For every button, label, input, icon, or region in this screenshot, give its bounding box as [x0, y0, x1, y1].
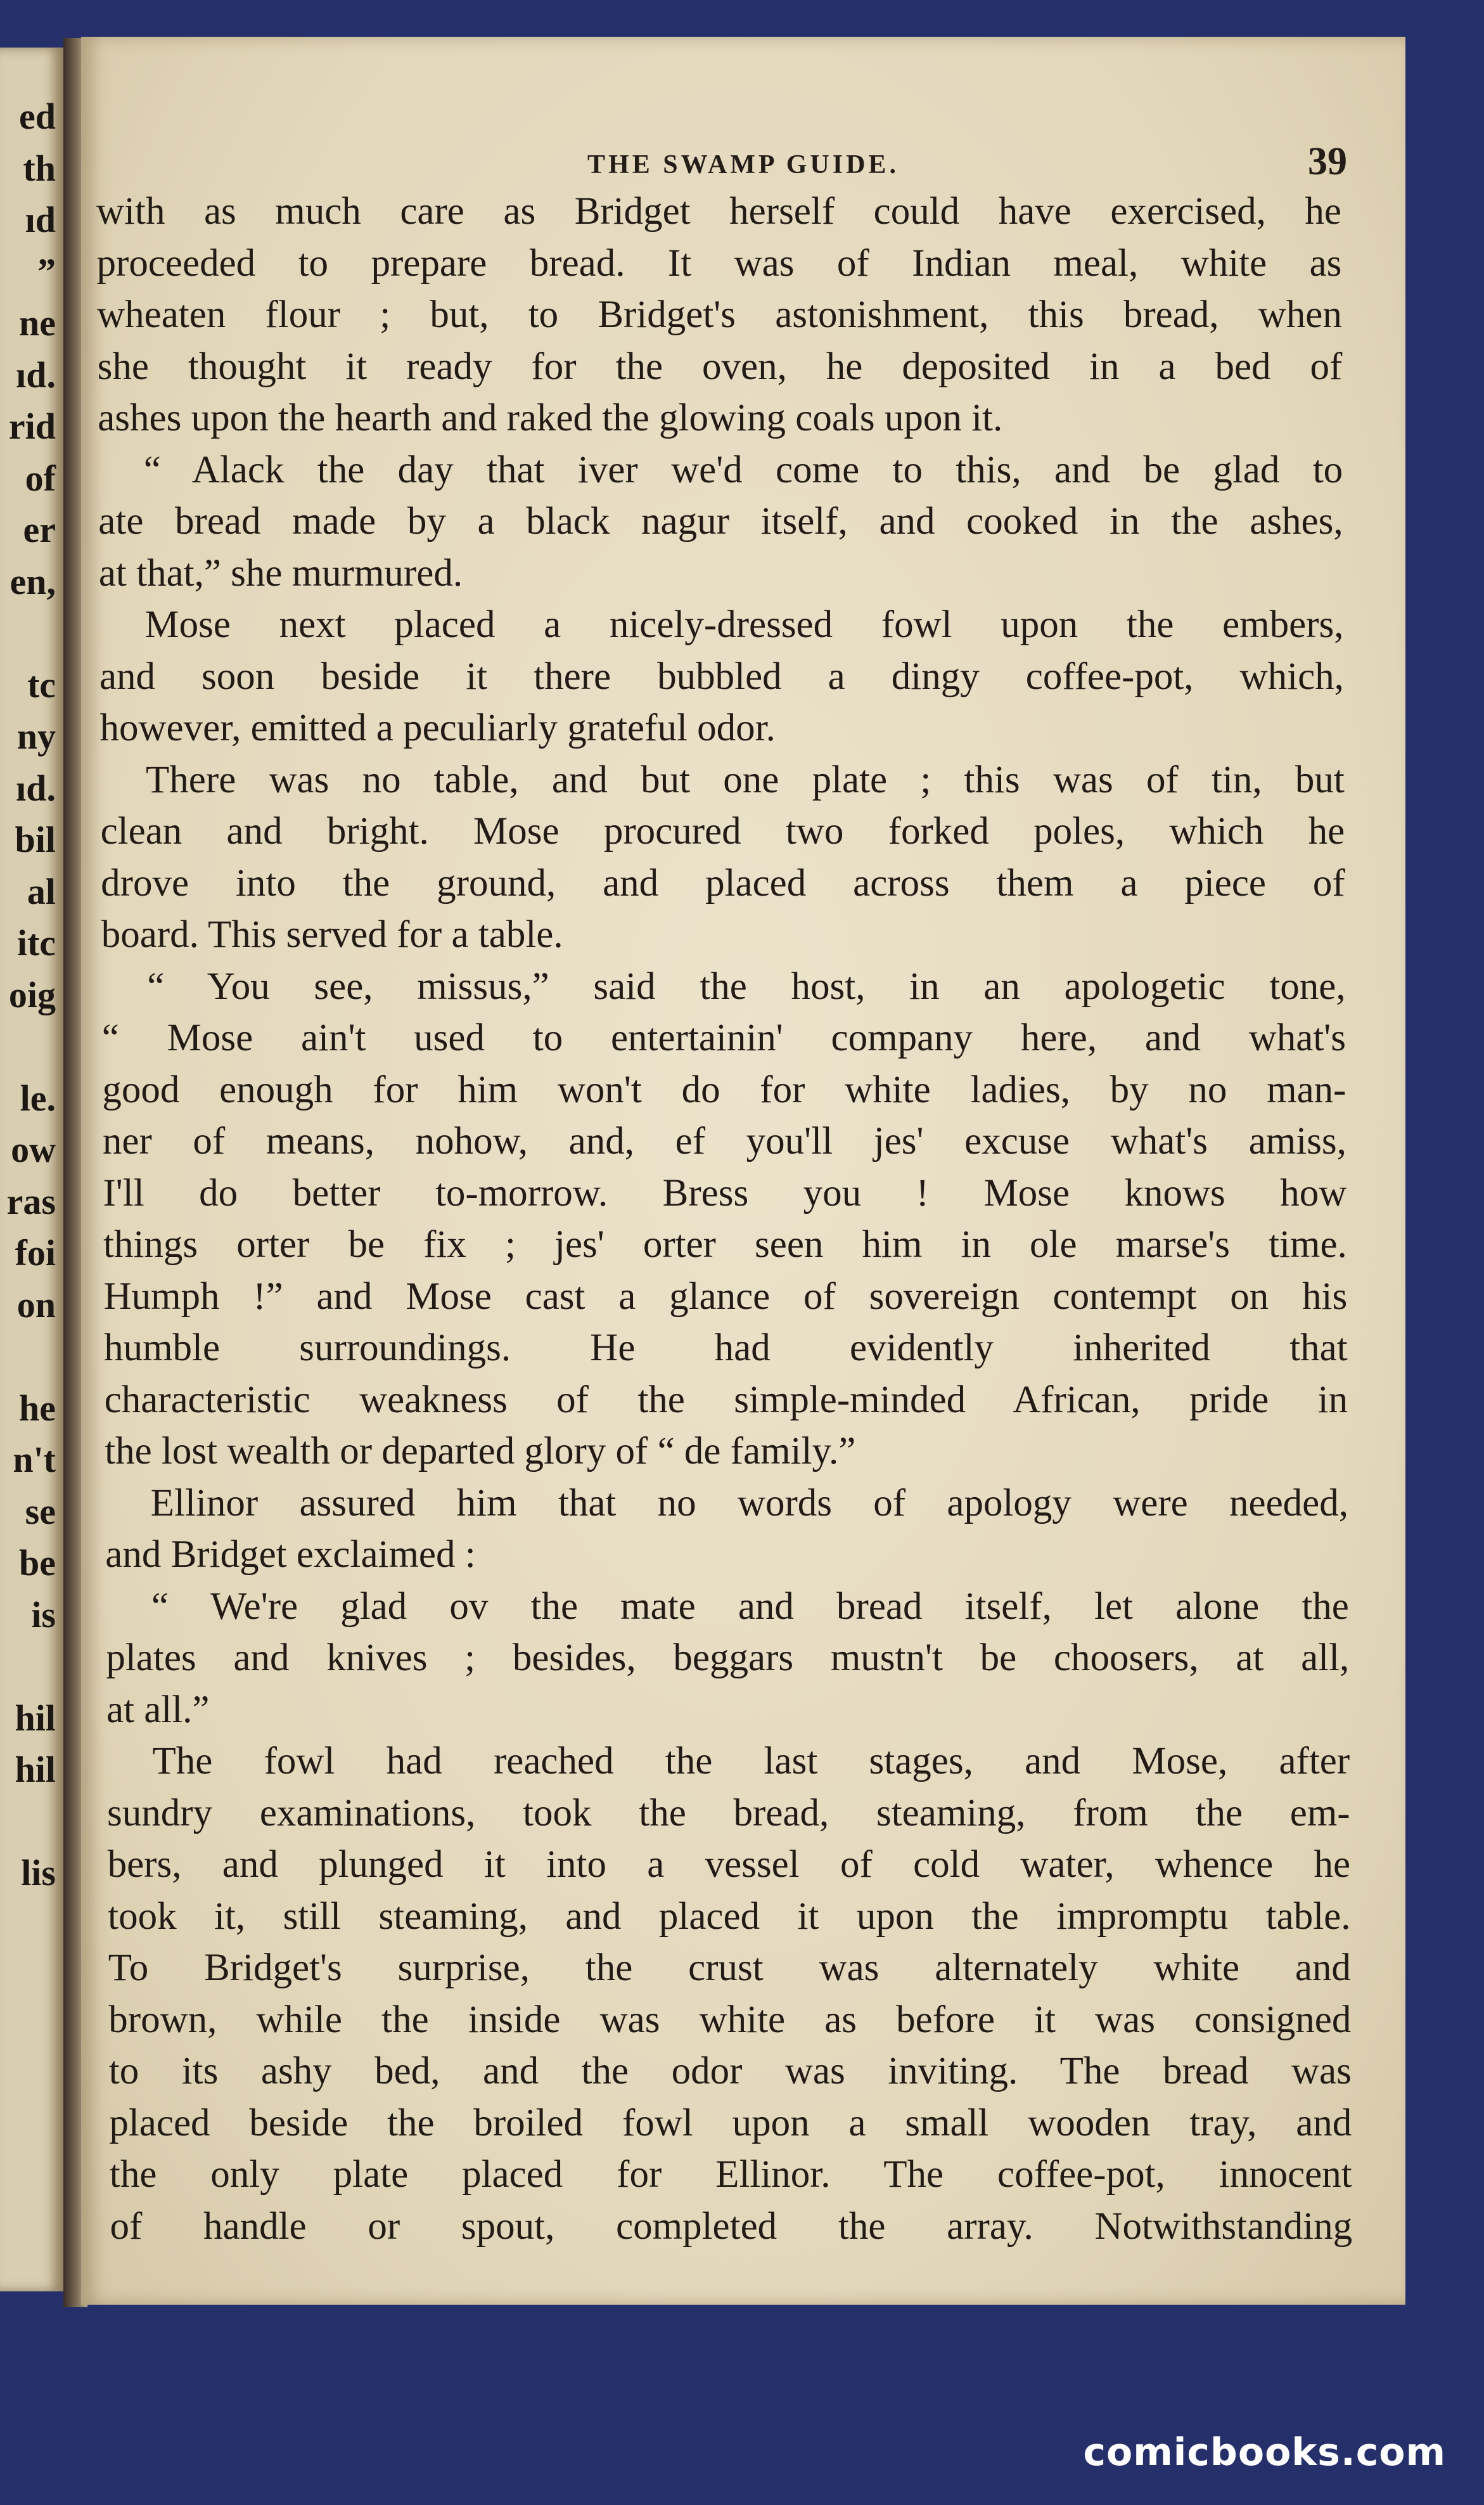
text-line: Humph !” and Mose cast a glance of sovereign contempt on his — [103, 1275, 1348, 1318]
facing-page-fragment: ne — [19, 302, 56, 344]
text-line: ate bread made by a black nagur itself, and cooked in the ashes, — [98, 500, 1343, 543]
facing-page-fragment: th — [23, 147, 56, 189]
text-line: “ We're glad ov the mate and bread itself, let alone the — [151, 1585, 1349, 1628]
text-line: The fowl had reached the last stages, and Mose, after — [152, 1740, 1350, 1782]
facing-page-fragment: ” — [37, 250, 56, 292]
facing-page-fragment: hil — [15, 1697, 56, 1739]
facing-page-edge — [0, 48, 63, 2291]
text-line: good enough for him won't do for white ladies, by no man- — [102, 1068, 1346, 1111]
text-line: took it, still steaming, and placed it upon the impromptu table. — [108, 1895, 1351, 1938]
text-line: ner of means, nohow, and, ef you'll jes' excuse what's amiss, — [102, 1120, 1346, 1162]
text-line: Mose next placed a nicely-dressed fowl upon the embers, — [144, 603, 1344, 646]
page-number: 39 — [1308, 140, 1347, 183]
text-line: however, emitted a peculiarly grateful odor. — [99, 707, 776, 749]
book-page — [81, 37, 1405, 2305]
text-line: plates and knives ; besides, beggars mustn't be choosers, at all, — [106, 1637, 1350, 1679]
text-line: brown, while the inside was white as before it was consigned — [108, 1998, 1352, 2041]
text-line: “ You see, missus,” said the host, in an apologetic tone, — [147, 965, 1346, 1008]
text-line: to its ashy bed, and the odor was inviting. The bread was — [108, 2050, 1352, 2092]
text-line: at that,” she murmured. — [98, 551, 463, 595]
facing-page-fragment: ıd — [25, 199, 56, 240]
facing-page-fragment: le. — [20, 1077, 56, 1119]
text-line: proceeded to prepare bread. It was of Indian meal, white as — [96, 241, 1342, 285]
text-line: she thought it ready for the oven, he deposited in a bed of — [97, 345, 1343, 388]
facing-page-fragment: rid — [8, 406, 56, 447]
facing-page-fragment: ow — [11, 1129, 56, 1170]
facing-page-fragment: be — [19, 1542, 56, 1583]
text-line: board. This served for a table. — [101, 913, 563, 956]
facing-page-fragment: en, — [10, 560, 56, 602]
facing-page-fragment: se — [25, 1490, 56, 1532]
facing-page-fragment: is — [31, 1594, 56, 1635]
facing-page-fragment: n't — [13, 1439, 56, 1480]
facing-page-fragment: on — [16, 1284, 56, 1325]
text-line: To Bridget's surprise, the crust was alternately white and — [108, 1947, 1351, 1989]
text-line: of handle or spout, completed the array. Notwithstanding — [110, 2205, 1353, 2248]
text-line: clean and bright. Mose procured two forked poles, which he — [100, 810, 1345, 853]
watermark: comicbooks.com — [1083, 2430, 1446, 2475]
text-line: at all.” — [106, 1688, 210, 1731]
text-line: ashes upon the hearth and raked the glowing coals upon it. — [98, 397, 1003, 439]
running-title: THE SWAMP GUIDE. — [587, 150, 899, 179]
facing-page-fragment: hil — [15, 1749, 56, 1790]
body-text — [81, 37, 1405, 2305]
text-line: the only plate placed for Ellinor. The coffee-pot, innocent — [109, 2153, 1352, 2196]
text-line: drove into the ground, and placed across them a piece of — [101, 861, 1345, 905]
text-line: humble surroundings. He had evidently inherited that — [104, 1327, 1348, 1369]
facing-page-fragment: ed — [19, 96, 56, 137]
facing-page-fragment: ıd. — [16, 767, 56, 809]
text-line: I'll do better to-morrow. Bress you ! Mose knows how — [103, 1171, 1347, 1214]
text-line: “ Mose ain't used to entertainin' company here, and what's — [101, 1017, 1346, 1059]
text-line: placed beside the broiled fowl upon a small wooden tray, and — [109, 2101, 1352, 2144]
facing-page-fragment: he — [19, 1387, 56, 1429]
text-line: wheaten flour ; but, to Bridget's astonishment, this bread, when — [97, 293, 1342, 336]
facing-page-fragment: itc — [16, 922, 56, 963]
text-line: characteristic weakness of the simple-minded African, pride in — [104, 1378, 1348, 1421]
text-line: with as much care as Bridget herself could have exercised, he — [96, 190, 1341, 233]
facing-page-fragment: oig — [8, 974, 56, 1015]
facing-page-fragment: foi — [15, 1232, 56, 1273]
text-line: the lost wealth or departed glory of “ de family.” — [105, 1430, 856, 1472]
facing-page-fragment: ras — [6, 1180, 56, 1222]
text-line: things orter be fix ; jes' orter seen him in ole marse's time. — [103, 1223, 1347, 1266]
text-line: and Bridget exclaimed : — [105, 1533, 476, 1576]
text-line: Ellinor assured him that no words of apology were needed, — [150, 1481, 1348, 1524]
facing-page-fragment: er — [23, 509, 56, 550]
text-line: There was no table, and but one plate ; this was of tin, but — [146, 758, 1345, 801]
facing-page-fragment: ıd. — [16, 354, 56, 396]
text-line: and soon beside it there bubbled a dingy coffee-pot, which, — [99, 655, 1344, 698]
facing-page-fragment: al — [27, 870, 56, 912]
text-line: “ Alack the day that iver we'd come to this, and be glad to — [143, 448, 1343, 491]
text-line: bers, and plunged it into a vessel of cold water, whence he — [107, 1843, 1351, 1886]
facing-page-fragment: ny — [16, 716, 56, 757]
facing-page-fragment: bil — [15, 819, 56, 860]
facing-page-fragment: of — [25, 457, 56, 499]
text-line: sundry examinations, took the bread, steaming, from the em- — [107, 1791, 1350, 1834]
facing-page-fragment: tc — [27, 664, 56, 705]
facing-page-fragment: lis — [21, 1852, 56, 1893]
